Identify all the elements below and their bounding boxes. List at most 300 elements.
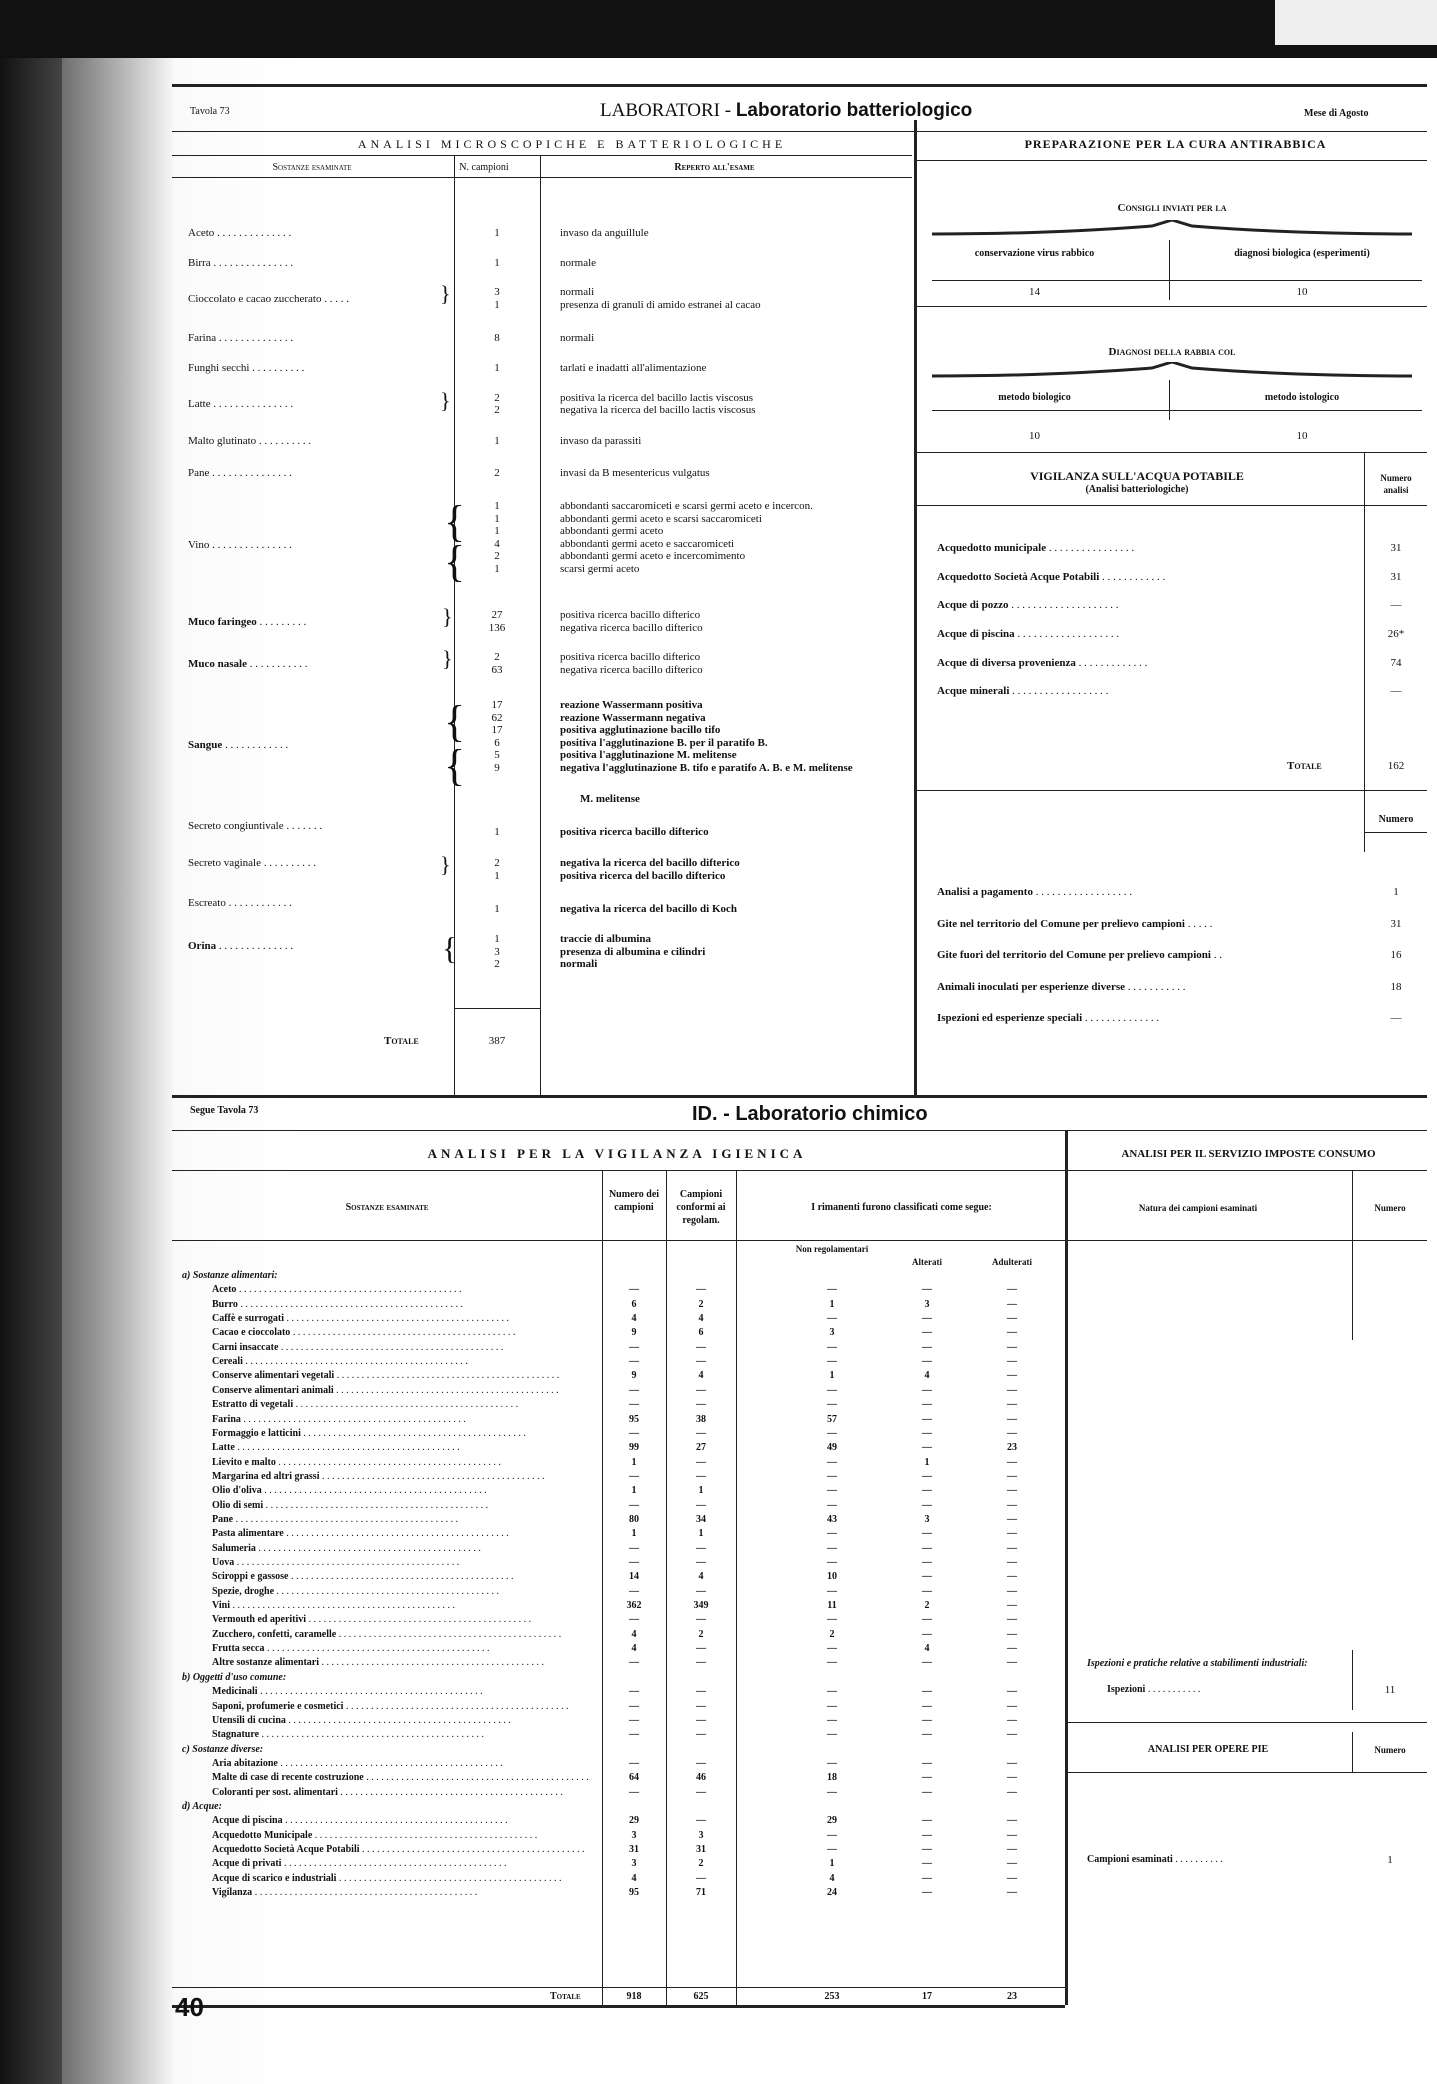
b-row-cell: 2 [698, 1628, 704, 1640]
row-pane: Pane . . . . . . . . . . . . . . . [188, 467, 292, 479]
b-row-cell: — [922, 1341, 932, 1353]
col-substances: Sostanze esaminate [272, 162, 352, 173]
b-row-label: Saponi, profumerie e cosmetici . . . . . . . . . . . . . . . . . . . . . . . . . . . . . . . . . . . . . . . . . . . . . [212, 1700, 569, 1712]
b-row-cell: — [1007, 1628, 1017, 1640]
b-total-rule [172, 1987, 1065, 1988]
b-row-cell: — [922, 1815, 932, 1827]
b-row-cell: — [827, 1585, 837, 1597]
month-label: Mese di Agosto [1304, 108, 1369, 119]
title-main: LABORATORI - [600, 100, 736, 121]
b-row-cell: — [922, 1614, 932, 1626]
rb2-num: Numero [1374, 1745, 1406, 1755]
b-row-cell: 4 [924, 1370, 930, 1382]
row-sv-res1: negativa la ricerca del bacillo difterico [560, 857, 740, 869]
other-rule [1364, 832, 1427, 833]
b-row-cell: — [629, 1657, 639, 1669]
b-row-cell: 362 [626, 1600, 642, 1612]
b-row-cell: — [827, 1643, 837, 1655]
b-row-cell: — [629, 1757, 639, 1769]
segue-label: Segue Tavola 73 [190, 1105, 259, 1116]
b-row-cell: — [827, 1341, 837, 1353]
b-group-label: d) Acque: [182, 1800, 222, 1812]
row-funghi-res: tarlati e inadatti all'alimentazione [560, 362, 707, 374]
b-row-cell: — [1007, 1284, 1017, 1296]
b-row-cell: 6 [698, 1327, 704, 1339]
b-row-cell: — [922, 1485, 932, 1497]
b-row-cell: — [827, 1470, 837, 1482]
b-row-cell: 31 [629, 1844, 639, 1855]
rt-rule [917, 160, 1427, 161]
b-row-cell: 1 [631, 1528, 637, 1540]
b-row-cell: 3 [631, 1858, 637, 1870]
b-row-cell: — [1007, 1585, 1017, 1597]
b-row-cell: 1 [924, 1456, 930, 1468]
row-farina-res: normali [560, 332, 595, 344]
b-row-cell: 9 [631, 1327, 637, 1339]
row-mf-res1: positiva ricerca bacillo difterico [560, 609, 701, 621]
b-row-label: Caffè e surrogati . . . . . . . . . . . . . . . . . . . . . . . . . . . . . . . . . . . . . . . . . . . . . [212, 1313, 510, 1325]
b-row-cell: 4 [631, 1643, 637, 1655]
b-row-cell: 99 [629, 1442, 639, 1454]
b-row-cell: — [827, 1714, 837, 1726]
b-row-label: Conserve alimentari animali . . . . . . . . . . . . . . . . . . . . . . . . . . . . . . . . . . . . . . . . . . . . . [212, 1384, 559, 1396]
b-row-cell: — [827, 1729, 837, 1741]
brace: { [444, 537, 466, 586]
rt-diagnosi: Diagnosi della rabbia col [1108, 346, 1236, 358]
b-right-col-num: Numero [1374, 1203, 1406, 1213]
b-row-cell: 14 [629, 1571, 639, 1583]
b-row-cell: — [922, 1356, 932, 1368]
rt-col3: metodo biologico [998, 392, 1071, 403]
b-row-cell: — [827, 1786, 837, 1798]
vig-rows: Acquedotto municipale . . . . . . . . . . . . . . . . Acquedotto Società Acque Potabili . . . . . . . . . . . . Acque di pozzo . . . . . . . . . . . . . . . . . . . . Acque di piscina . . . . . . . . . . . . . . . . . . . Acque di diversa provenienza . . . . . . . . . . . . . Acque minerali . . . . . . . . . . . . . . . . . . [937, 542, 1166, 698]
b-row-cell: — [1007, 1657, 1017, 1669]
b-row-cell: — [629, 1470, 639, 1482]
row-muco-faringeo: Muco faringeo . . . . . . . . . [188, 616, 307, 628]
rt-v4: 10 [1296, 430, 1308, 442]
b-vdiv [1065, 1130, 1068, 2005]
b-row-cell: — [827, 1614, 837, 1626]
row-farina: Farina . . . . . . . . . . . . . . [188, 332, 294, 344]
vig-sub: (Analisi batteriologiche) [1085, 484, 1189, 495]
b-row-cell: — [1007, 1384, 1017, 1396]
b-row-cell: — [827, 1700, 837, 1712]
b-row-cell: — [629, 1356, 639, 1368]
b-row-cell: — [827, 1384, 837, 1396]
b-row-cell: — [696, 1399, 706, 1411]
b-row-cell: — [696, 1557, 706, 1568]
b-row-cell: — [1007, 1356, 1017, 1368]
b-row-cell: — [922, 1700, 932, 1712]
b-vline-3 [736, 1170, 737, 2005]
b-row-cell: — [696, 1657, 706, 1669]
b-row-label: Acquedotto Municipale . . . . . . . . . . . . . . . . . . . . . . . . . . . . . . . . . . . . . . . . . . . . . [212, 1829, 538, 1841]
b-row-cell: 1 [829, 1858, 835, 1870]
b-group-label: b) Oggetti d'uso comune: [182, 1671, 287, 1683]
b-row-cell: — [1007, 1858, 1017, 1870]
b-row-label: Olio d'oliva . . . . . . . . . . . . . . . . . . . . . . . . . . . . . . . . . . . . . . . . . . . . . [212, 1485, 487, 1497]
b-row-cell: 95 [629, 1413, 639, 1425]
b-row-cell: 49 [827, 1442, 837, 1454]
b-col-rest: I rimanenti furono classificati come segue: [811, 1202, 992, 1213]
b-row-cell: — [629, 1427, 639, 1439]
rb-rule-2 [1068, 1772, 1427, 1773]
row-cioccolato-n1: 3 [494, 286, 500, 298]
b-row-cell: — [696, 1542, 706, 1554]
row-sv-n2: 1 [494, 870, 500, 882]
other-rows: Analisi a pagamento . . . . . . . . . . . . . . . . . . Gite nel territorio del Comune per prelievo campioni . . . . . Gite fuori del territorio del Comune per prelievo campioni . . Animali inoculati per esperienze diverse . . . . . . . . . . . Ispezioni ed esperienze speciali . . . . . . . . . . . . . . [937, 886, 1222, 1024]
other-values: 1 31 16 18 — [1390, 886, 1402, 1024]
row-aceto: Aceto . . . . . . . . . . . . . . [188, 227, 292, 239]
b-row-cell: — [1007, 1557, 1017, 1568]
rt-v1: 14 [1029, 286, 1040, 298]
b-rule-3 [172, 1240, 1427, 1241]
b-row-cell: — [696, 1786, 706, 1798]
b-row-cell: — [922, 1786, 932, 1798]
b-row-cell: 38 [696, 1413, 706, 1425]
rb1-label2: Ispezioni . . . . . . . . . . . [1107, 1684, 1201, 1695]
b-row-cell: — [1007, 1829, 1017, 1841]
rt-banner-2 [932, 362, 1412, 378]
row-esc-n: 1 [494, 903, 500, 915]
b-sub-alter: Alterati [912, 1257, 942, 1267]
b-row-cell: — [827, 1542, 837, 1554]
b-row-cell: — [922, 1628, 932, 1640]
b-vline-2 [666, 1170, 667, 2005]
b-row-cell: — [696, 1470, 706, 1482]
rt-vdiv-2 [1169, 380, 1170, 420]
row-mf-n1: 27 [491, 609, 503, 621]
b-row-cell: — [1007, 1571, 1017, 1583]
rb2-label: Campioni esaminati . . . . . . . . . . [1087, 1854, 1223, 1865]
b-rule-2 [172, 1170, 1427, 1171]
b-row-cell: — [922, 1470, 932, 1482]
b-row-label: Acquedotto Società Acque Potabili . . . . . . . . . . . . . . . . . . . . . . . . . . . . . . . . . . . . . . . . . . . . . [212, 1844, 585, 1855]
row-secreto-cong: Secreto congiuntivale . . . . . . . [188, 820, 323, 832]
b-row-cell: 4 [698, 1370, 704, 1382]
b-row-cell: — [922, 1887, 932, 1899]
b-row-cell: — [696, 1356, 706, 1368]
b-row-cell: — [1007, 1298, 1017, 1310]
header-rule [172, 155, 912, 156]
b-row-cell: 24 [827, 1887, 837, 1899]
brace: } [440, 281, 451, 306]
b-row-cell: 1 [829, 1298, 835, 1310]
b-row-cell: — [1007, 1714, 1017, 1726]
row-sc-res: positiva ricerca bacillo difterico [560, 826, 709, 838]
b-row-cell: — [922, 1844, 932, 1855]
row-cioccolato-res2: presenza di granuli di amido estranei al cacao [560, 299, 761, 311]
b-row-cell: — [827, 1829, 837, 1841]
row-secreto-vag: Secreto vaginale . . . . . . . . . . [188, 857, 316, 869]
b-row-label: Cacao e cioccolato . . . . . . . . . . . . . . . . . . . . . . . . . . . . . . . . . . . . . . . . . . . . . [212, 1327, 516, 1339]
b-row-cell: 4 [698, 1571, 704, 1583]
b-row-cell: — [629, 1686, 639, 1698]
row-sangue: Sangue . . . . . . . . . . . . [188, 739, 289, 751]
b-row-cell: — [922, 1757, 932, 1769]
b-row-label: Sciroppi e gassose . . . . . . . . . . . . . . . . . . . . . . . . . . . . . . . . . . . . . . . . . . . . . [212, 1571, 514, 1583]
b-row-cell: — [922, 1657, 932, 1669]
vig-total: 162 [1387, 760, 1405, 772]
b-row-cell: — [1007, 1528, 1017, 1540]
b-col-num: Numero dei campioni [608, 1189, 660, 1213]
b-row-label: Spezie, droghe . . . . . . . . . . . . . . . . . . . . . . . . . . . . . . . . . . . . . . . . . . . . . [212, 1585, 500, 1597]
b-row-cell: — [629, 1786, 639, 1798]
b-row-cell: 3 [829, 1327, 835, 1339]
brace: } [440, 852, 451, 877]
total-rule [454, 1008, 540, 1009]
b-row-cell: — [629, 1614, 639, 1626]
b-row-label: Utensili di cucina . . . . . . . . . . . . . . . . . . . . . . . . . . . . . . . . . . . . . . . . . . . . . [212, 1714, 511, 1726]
b-row-cell: — [1007, 1815, 1017, 1827]
row-vino-res: abbondanti saccaromiceti e scarsi germi aceto e incercon. abbondanti germi aceto e scarsi saccaromiceti abbondanti germi aceto abbondanti germi aceto e saccaromiceti abbondanti germi aceto e incercomimento scarsi germi aceto [560, 500, 813, 575]
brace: } [440, 388, 451, 413]
b-total-conf: 625 [693, 1991, 709, 2002]
row-aceto-n: 1 [494, 227, 500, 239]
b-row-cell: — [696, 1384, 706, 1396]
b-row-cell: 1 [631, 1456, 637, 1468]
vline-center [914, 120, 917, 1095]
row-mn-n1: 2 [494, 651, 500, 663]
b-row-cell: 2 [924, 1600, 930, 1612]
row-birra-res: normale [560, 257, 597, 269]
row-orina-res: traccie di albumina presenza di albumina e cilindri normali [560, 933, 706, 971]
b-sub-adult: Adulterati [992, 1257, 1032, 1267]
rt-rule-3 [917, 306, 1427, 307]
row-sv-n1: 2 [494, 857, 500, 869]
b-row-label: Uova . . . . . . . . . . . . . . . . . . . . . . . . . . . . . . . . . . . . . . . . . . . . . [212, 1557, 460, 1568]
brace: } [442, 646, 453, 671]
vig-total-label: Totale [1287, 760, 1322, 772]
right-header: PREPARAZIONE PER LA CURA ANTIRABBICA [1024, 137, 1327, 151]
row-latte-res1: positiva la ricerca del bacillo lactis viscosus [560, 392, 754, 404]
b-row-cell: — [827, 1499, 837, 1511]
b-row-cell: — [827, 1399, 837, 1411]
b-row-label: Coloranti per sost. alimentari . . . . . . . . . . . . . . . . . . . . . . . . . . . . . . . . . . . . . . . . . . . . . [212, 1786, 563, 1798]
row-mf-res2: negativa ricerca bacillo difterico [560, 622, 703, 634]
b-row-cell: — [1007, 1327, 1017, 1339]
b-row-cell: — [922, 1714, 932, 1726]
b-row-cell: — [922, 1772, 932, 1784]
row-funghi-n: 1 [494, 362, 500, 374]
top-bottom-rule [172, 1095, 1427, 1098]
b-row-cell: — [629, 1399, 639, 1411]
page-number: 40 [175, 1992, 204, 2022]
b-row-cell: 27 [696, 1442, 706, 1454]
row-escreato: Escreato . . . . . . . . . . . . [188, 897, 292, 909]
b-row-cell: 1 [631, 1485, 637, 1497]
b-row-label: Altre sostanze alimentari . . . . . . . . . . . . . . . . . . . . . . . . . . . . . . . . . . . . . . . . . . . . . [212, 1657, 545, 1669]
b-row-cell: — [696, 1757, 706, 1769]
b-row-cell: 3 [631, 1829, 637, 1841]
other-num-col: Numero [1378, 814, 1414, 825]
b-row-cell: 1 [829, 1370, 835, 1382]
vig-rule [917, 505, 1427, 506]
rb1-label1: Ispezioni e pratiche relative a stabilimenti industriali: [1087, 1658, 1308, 1669]
row-mn-res2: negativa ricerca bacillo difterico [560, 664, 703, 676]
row-sangue-n: 17 62 17 6 5 9 [491, 699, 503, 774]
vig-vdiv [1364, 452, 1365, 852]
rt-vdiv-1 [1169, 240, 1170, 300]
b-row-cell: — [827, 1313, 837, 1325]
b-row-label: Vigilanza . . . . . . . . . . . . . . . . . . . . . . . . . . . . . . . . . . . . . . . . . . . . . [212, 1887, 478, 1899]
vig-bottom-rule [917, 790, 1427, 791]
row-latte: Latte . . . . . . . . . . . . . . . [188, 398, 294, 410]
b-row-label: Medicinali . . . . . . . . . . . . . . . . . . . . . . . . . . . . . . . . . . . . . . . . . . . . . [212, 1686, 483, 1698]
b-row-cell: 46 [696, 1772, 706, 1784]
b-row-cell: — [827, 1757, 837, 1769]
rb1-vline [1352, 1650, 1353, 1710]
row-birra: Birra . . . . . . . . . . . . . . . [188, 257, 294, 269]
b-row-label: Acque di scarico e industriali . . . . . . . . . . . . . . . . . . . . . . . . . . . . . . . . . . . . . . . . . . . . . [212, 1872, 562, 1884]
b-row-cell: — [1007, 1772, 1017, 1784]
b-row-label: Acque di piscina . . . . . . . . . . . . . . . . . . . . . . . . . . . . . . . . . . . . . . . . . . . . . [212, 1815, 508, 1827]
b-row-cell: — [922, 1413, 932, 1425]
b-row-cell: 9 [631, 1370, 637, 1382]
b-row-cell: — [696, 1714, 706, 1726]
b-row-cell: — [827, 1284, 837, 1296]
rb2-header: ANALISI PER OPERE PIE [1147, 1744, 1269, 1755]
b-bottom-rule [172, 2005, 1065, 2008]
b-row-cell: — [629, 1384, 639, 1396]
row-sangue-res-cont: M. melitense [580, 793, 640, 805]
bottom-title: ID. - Laboratorio chimico [692, 1103, 928, 1125]
b-row-cell: — [696, 1341, 706, 1353]
b-row-cell: — [922, 1557, 932, 1568]
b-row-cell: 23 [1007, 1442, 1017, 1454]
b-row-cell: — [696, 1499, 706, 1511]
b-row-cell: — [696, 1872, 706, 1884]
rt-consigli: Consigli inviati per la [1117, 202, 1227, 214]
b-row-cell: — [1007, 1399, 1017, 1411]
row-farina-n: 8 [494, 332, 500, 344]
b-row-cell: — [1007, 1499, 1017, 1511]
b-row-cell: 29 [827, 1815, 837, 1827]
title-rule [172, 131, 1427, 132]
b-row-label: Salumeria . . . . . . . . . . . . . . . . . . . . . . . . . . . . . . . . . . . . . . . . . . . . . [212, 1542, 481, 1554]
b-row-cell: — [696, 1686, 706, 1698]
b-row-cell: — [922, 1858, 932, 1870]
b-row-label: Pasta alimentare . . . . . . . . . . . . . . . . . . . . . . . . . . . . . . . . . . . . . . . . . . . . . [212, 1528, 509, 1540]
b-row-cell: 71 [696, 1887, 706, 1899]
b-row-cell: 80 [629, 1513, 639, 1525]
vig-values: 31 31 — 26* 74 — [1387, 542, 1405, 698]
b-row-cell: 2 [698, 1858, 704, 1870]
row-malto: Malto glutinato . . . . . . . . . . [188, 435, 312, 447]
b-row-label: Margarina ed altri grassi . . . . . . . . . . . . . . . . . . . . . . . . . . . . . . . . . . . . . . . . . . . . . [212, 1470, 545, 1482]
rt-rule-4 [932, 410, 1422, 411]
b-row-cell: — [1007, 1872, 1017, 1884]
b-row-cell: — [629, 1700, 639, 1712]
b-row-cell: — [696, 1284, 706, 1296]
row-cioccolato-res1: normali [560, 286, 595, 298]
row-latte-n1: 2 [494, 392, 500, 404]
b-row-label: Carni insaccate . . . . . . . . . . . . . . . . . . . . . . . . . . . . . . . . . . . . . . . . . . . . . [212, 1341, 504, 1353]
tavola-label: Tavola 73 [190, 106, 230, 117]
document-page [172, 80, 1427, 2048]
b-row-cell: — [1007, 1600, 1017, 1612]
b-row-cell: — [1007, 1542, 1017, 1554]
row-latte-res2: negativa la ricerca del bacillo lactis viscosus [560, 404, 756, 416]
row-mn-res1: positiva ricerca bacillo difterico [560, 651, 701, 663]
b-row-cell: — [922, 1284, 932, 1296]
b-row-cell: — [696, 1456, 706, 1468]
b-row-cell: 1 [698, 1485, 704, 1497]
b-row-cell: 4 [631, 1628, 637, 1640]
brace: } [442, 604, 453, 629]
rt-col4: metodo istologico [1264, 392, 1340, 403]
b-rule-1 [172, 1130, 1427, 1131]
col-rule [172, 177, 912, 178]
b-row-label: Vini . . . . . . . . . . . . . . . . . . . . . . . . . . . . . . . . . . . . . . . . . . . . . [212, 1600, 455, 1612]
b-row-label: Acque di privati . . . . . . . . . . . . . . . . . . . . . . . . . . . . . . . . . . . . . . . . . . . . . [212, 1858, 507, 1870]
b-group-label: c) Sostanze diverse: [182, 1743, 264, 1755]
b-group-label: a) Sostanze alimentari: [182, 1270, 278, 1281]
b-row-cell: — [922, 1313, 932, 1325]
row-aceto-res: invaso da anguillule [560, 227, 649, 239]
b-row-cell: — [1007, 1370, 1017, 1382]
row-orina: Orina . . . . . . . . . . . . . . [188, 940, 294, 952]
b-row-label: Conserve alimentari vegetali . . . . . . . . . . . . . . . . . . . . . . . . . . . . . . . . . . . . . . . . . . . . . [212, 1370, 560, 1382]
b-row-label: Lievito e malto . . . . . . . . . . . . . . . . . . . . . . . . . . . . . . . . . . . . . . . . . . . . . [212, 1456, 501, 1468]
rb1-value: 11 [1384, 1684, 1396, 1696]
b-row-cell: — [827, 1427, 837, 1439]
b-row-label: Latte . . . . . . . . . . . . . . . . . . . . . . . . . . . . . . . . . . . . . . . . . . . . . [212, 1442, 460, 1454]
b-row-cell: 10 [827, 1571, 837, 1583]
row-orina-n: 1 3 2 [494, 933, 500, 971]
scan-top-shadow [0, 0, 1437, 58]
b-total-label: Totale [550, 1991, 581, 2002]
b-total-alter: 17 [922, 1991, 932, 2002]
b-row-cell: — [629, 1341, 639, 1353]
b-vline-1 [602, 1170, 603, 2005]
b-row-cell: 4 [924, 1643, 930, 1655]
scan-left-shadow [0, 0, 62, 2084]
b-row-cell: — [629, 1714, 639, 1726]
b-row-cell: — [1007, 1700, 1017, 1712]
b-row-cell: — [1007, 1341, 1017, 1353]
b-total-num: 918 [626, 1991, 642, 2002]
b-row-cell: — [922, 1686, 932, 1698]
b-row-cell: 34 [696, 1513, 706, 1525]
b-row-cell: — [1007, 1413, 1017, 1425]
b-row-cell: 1 [698, 1528, 704, 1540]
b-row-label: Zucchero, confetti, caramelle . . . . . . . . . . . . . . . . . . . . . . . . . . . . . . . . . . . . . . . . . . . . . [212, 1628, 562, 1640]
b-row-cell: — [629, 1542, 639, 1554]
b-row-cell: — [1007, 1686, 1017, 1698]
b-row-cell: — [922, 1585, 932, 1597]
b-row-cell: — [696, 1700, 706, 1712]
b-row-label: Estratto di vegetali . . . . . . . . . . . . . . . . . . . . . . . . . . . . . . . . . . . . . . . . . . . . . [212, 1399, 519, 1411]
b-row-cell: — [696, 1729, 706, 1741]
b-row-cell: — [922, 1542, 932, 1554]
b-row-cell: — [827, 1557, 837, 1568]
rt-col1: conservazione virus rabbico [974, 248, 1095, 259]
top-total-value: 387 [488, 1035, 506, 1047]
b-row-cell: — [1007, 1485, 1017, 1497]
row-muco-nasale: Muco nasale . . . . . . . . . . . [188, 658, 308, 670]
b-row-cell: — [696, 1614, 706, 1626]
b-row-cell: — [629, 1557, 639, 1568]
rb2-value: 1 [1387, 1854, 1393, 1866]
b-row-cell: 3 [924, 1513, 930, 1525]
b-row-cell: — [827, 1456, 837, 1468]
title-sub: Laboratorio batteriologico [735, 100, 973, 121]
b-row-cell: — [922, 1829, 932, 1841]
b-right-header: ANALISI PER IL SERVIZIO IMPOSTE CONSUMO [1121, 1148, 1376, 1160]
b-row-cell: — [827, 1844, 837, 1855]
b-row-label: Burro . . . . . . . . . . . . . . . . . . . . . . . . . . . . . . . . . . . . . . . . . . . . . [212, 1298, 463, 1310]
